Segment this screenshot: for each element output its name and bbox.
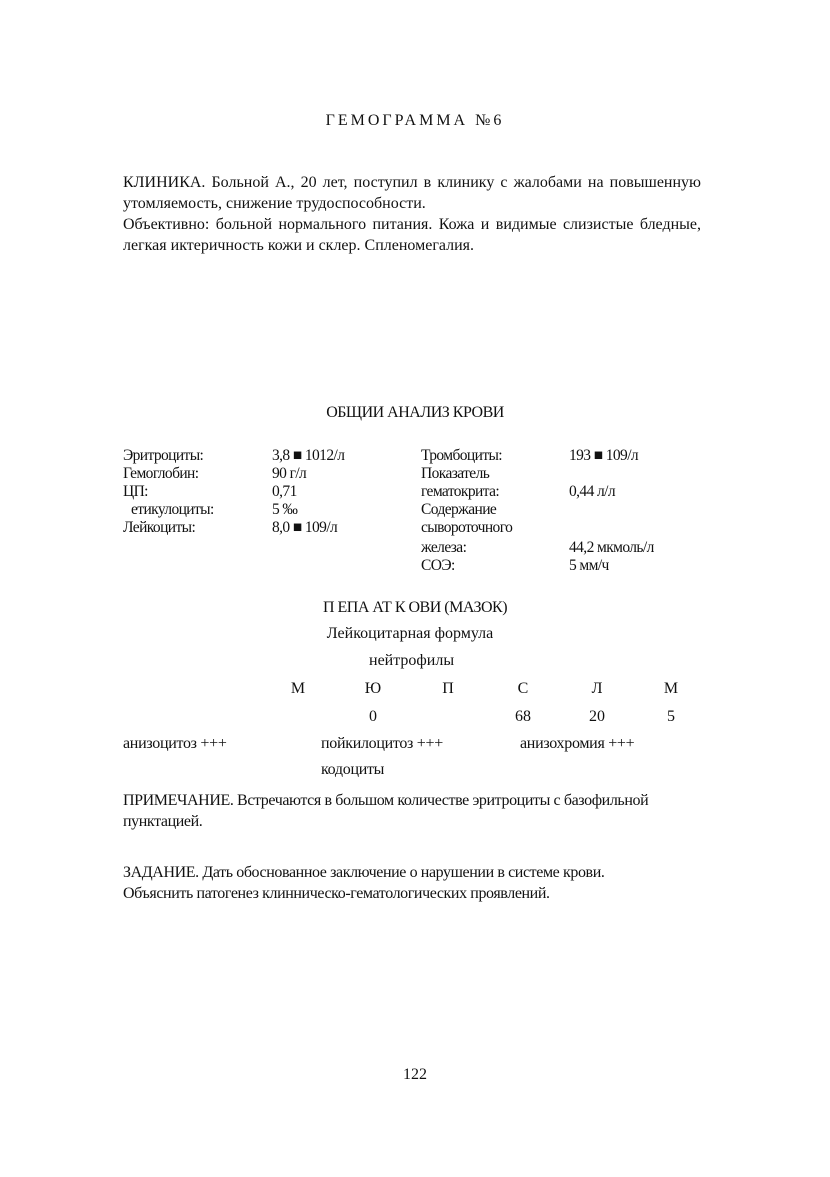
col-header-band: П: [442, 680, 454, 697]
value-platelets: 193 ■ 109/л: [569, 447, 639, 464]
col-header-monocytes: М: [663, 680, 679, 697]
codocytes: кодоциты: [321, 761, 385, 778]
label-platelets: Тромбоциты:: [421, 447, 503, 464]
label-serum-iron-1: Содержание: [421, 501, 497, 518]
page-title: ГЕМОГРАММА №6: [325, 112, 505, 129]
col-value-monocytes: 5: [667, 708, 675, 725]
note-line: ПРИМЕЧАНИЕ. Встречаются в большом количестве эритроциты с базофильной: [123, 792, 649, 809]
col-header-metamyelocytes: Ю: [364, 680, 382, 697]
label-hematocrit-2: гематокрита:: [421, 483, 500, 500]
page-number: 122: [403, 1066, 427, 1083]
col-value-metamyelocytes: 0: [369, 708, 377, 725]
task-line: Объяснить патогенез клинническо-гематологических проявлений.: [123, 885, 550, 902]
value-esr: 5 мм/ч: [569, 557, 609, 574]
value-erythrocytes: 3,8 ■ 1012/л: [272, 447, 345, 464]
clinic-line: легкая иктеричность кожи и склер. Спленомегалия.: [123, 237, 475, 254]
label-serum-iron-2: сывороточного: [421, 519, 513, 536]
col-value-lymphocytes: 20: [589, 708, 605, 725]
task-line: ЗАДАНИЕ. Дать обоснованное заключение о нарушении в системе крови.: [123, 864, 605, 881]
poikilocytosis: пойкилоцитоз +++: [321, 735, 443, 752]
clinic-line: Объективно: больной нормального питания. Кожа и видимые слизистые бледные,: [123, 216, 701, 233]
col-header-segmented: С: [517, 680, 529, 697]
value-serum-iron: 44,2 мкмоль/л: [569, 539, 654, 556]
label-hemoglobin: Гемоглобин:: [123, 465, 199, 482]
value-hemoglobin: 90 г/л: [272, 465, 307, 482]
label-erythrocytes: Эритроциты:: [123, 447, 204, 464]
note-line: пунктацией.: [123, 813, 203, 830]
smear-heading: П ЕПА АТ К ОВИ (МАЗОК): [322, 599, 508, 616]
label-hematocrit-1: Показатель: [421, 465, 490, 482]
anisocytosis: анизоцитоз +++: [123, 735, 227, 752]
clinic-paragraph: [123, 172, 701, 256]
label-reticulocytes: етикулоциты:: [131, 501, 214, 518]
leukocyte-formula-label: Лейкоцитарная формула: [326, 625, 494, 642]
label-serum-iron-3: железа:: [421, 539, 467, 556]
value-color-index: 0,71: [272, 483, 297, 500]
value-hematocrit: 0,44 л/л: [569, 483, 615, 500]
note-paragraph: [123, 790, 701, 832]
anisochromia: анизохромия +++: [520, 735, 635, 752]
label-leukocytes: Лейкоциты:: [123, 519, 196, 536]
analysis-heading: ОБЩИИ АНАЛИЗ КРОВИ: [326, 404, 504, 421]
col-header-myelocytes: М: [290, 680, 306, 697]
col-value-segmented: 68: [515, 708, 531, 725]
value-reticulocytes: 5 ‰: [272, 501, 298, 518]
task-paragraph: [123, 862, 701, 904]
label-color-index: ЦП:: [123, 483, 148, 500]
clinic-line: утомляемость, снижение трудоспособности.: [123, 195, 426, 212]
value-leukocytes: 8,0 ■ 109/л: [272, 519, 338, 536]
col-header-lymphocytes: Л: [591, 680, 603, 697]
neutrophils-label: нейтрофилы: [369, 652, 455, 669]
label-esr: СОЭ:: [421, 557, 455, 574]
clinic-line: КЛИНИКА. Больной А., 20 лет, поступил в клинику с жалобами на повышенную: [123, 174, 701, 191]
